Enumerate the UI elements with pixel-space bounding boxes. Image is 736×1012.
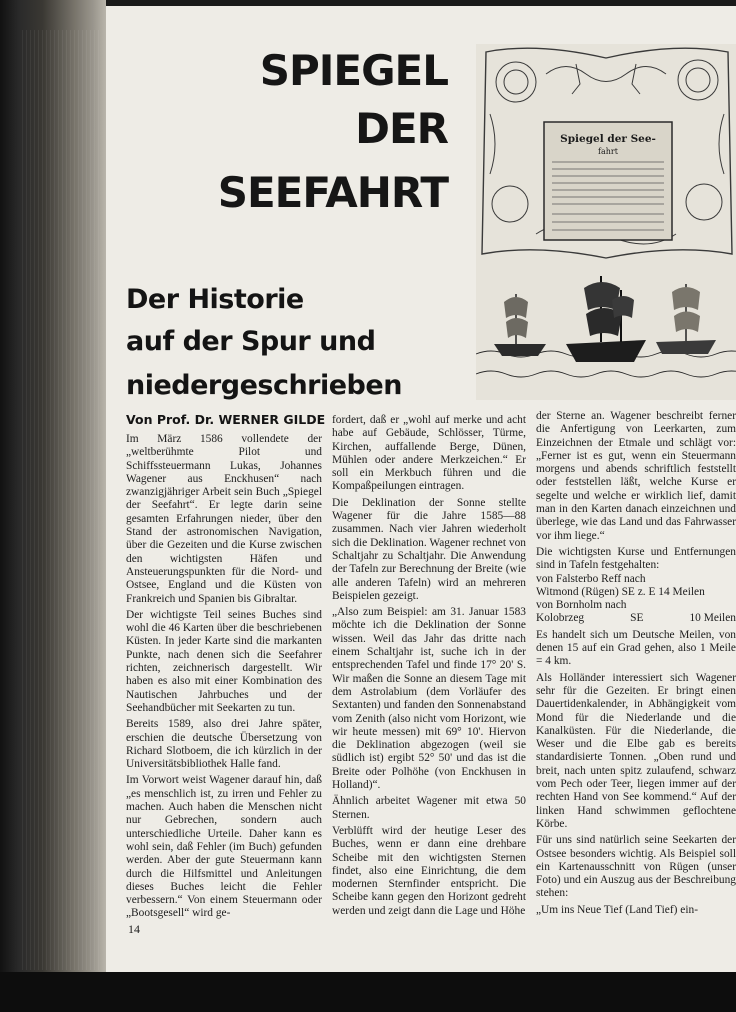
paragraph: Bereits 1589, also drei Jahre später, erschien die deutsche Übersetzung von Richard Slotboem, die ich kürzlich in der Universitätsbibliothek Halle fand. xyxy=(126,718,322,771)
subtitle-line-2: auf der Spur und xyxy=(126,326,376,357)
page-edges xyxy=(22,30,102,970)
paragraph: Im März 1586 vollendete der „weltberühmte Pilot und Schiffssteuermann Lukas, Johannes Wagener aus Enckhusen“ nach zwanzigjähriger Arbeit sein Buch „Spiegel der Seefahrt“. Er legte darin seine gesamten Erfahrungen nieder, über den Stand der astronomischen Navigation, über die Gezeiten und die Kurse zwischen den wichtigsten Häfen und Ansteuerungspunkten für die Nord- und Ostsee, England und die Küsten von Frankreich und Spanien bis Gibraltar. xyxy=(126,433,322,605)
magazine-page xyxy=(106,6,736,972)
article-column-1 xyxy=(126,433,322,924)
paragraph: Es handelt sich um Deutsche Meilen, von denen 15 auf ein Grad gehen, also 1 Meile = 4 km. xyxy=(536,628,736,668)
paragraph: Im Vorwort weist Wagener darauf hin, daß „es menschlich ist, zu irren und Fehler zu machen. Auch haben die Menschen nicht nur Gebrechen, sondern auch unterschiedliche Urteile. Daher kann es wohl sein, daß Fehler (im Buch) gefunden werden. Aber der gute Steuermann kann durch die Hilfsmittel und Anleitungen dieses Buches leicht die Fehler verbessern.“ Von einem Steuermann oder „Bootsgesell“ wird ge- xyxy=(126,774,322,920)
article-column-2 xyxy=(332,414,526,921)
title-line-3: SEEFAHRT xyxy=(217,168,448,217)
paragraph: „Also zum Beispiel: am 31. Januar 1583 möchte ich die Deklination der Sonne wissen. Weil das Jahr das dritte nach einem Schaltjahr ist, suche ich in der entsprechenden Tafel und finde 17° 20' S. Wir maßen die Sonne an diesem Tage mit dem Astrolabium (dem Vorläufer des Sextanten) und fanden den Sonnenabstand vom Zenith (also nicht vom Horizont, wie wir heute messen) mit 69° 10'. Hiervon die Deklination abgezogen (weil sie südlich ist) ergibt 52° 50' und das ist die Breite oder Polhöhe (von Enckhusen in Holland)“. xyxy=(332,606,526,792)
historical-engraving xyxy=(476,44,736,400)
paragraph: Die Deklination der Sonne stellte Wagener für die Jahre 1585—88 zusammen. Nach vier Jahren wiederholt sich die Deklination. Wagener rechnet von Schaltjahr zu Schaltjahr. Die Anwendung der Tafeln zur Berechnung der Breite (wie alle anderen Tafeln) wird an mehreren Beispielen gezeigt. xyxy=(332,496,526,602)
route-line: Witmond (Rügen) SE z. E 14 Meilen xyxy=(536,585,705,598)
route-line: von Falsterbo Reff nach xyxy=(536,572,646,585)
subtitle-line-3: niedergeschrieben xyxy=(126,370,402,401)
book-spine xyxy=(0,0,106,1012)
paragraph: fordert, daß er „wohl auf merke und acht habe auf Gebäude, Schlösser, Türme, Kirchen, auffallende Berge, Dünen, Mühlen oder andere Merkzeichen.“ Er soll ein Merkbuch führen und die Kompaßpeilungen eintragen. xyxy=(332,414,526,493)
cartouche-subtitle: fahrt xyxy=(598,147,618,156)
paragraph: Für uns sind natürlich seine Seekarten der Ostsee besonders wichtig. Als Beispiel soll ein Kartenausschnitt von Rügen (unser Foto) und ein Auszug aus der Beschreibung stehen: xyxy=(536,834,736,900)
page-number: 14 xyxy=(128,922,140,936)
paragraph: Als Holländer interessiert sich Wagener sehr für die Gezeiten. Er bringt einen Dauertidenkalender, in Abhängigkeit vom Mond für die Niederlande und die Kanalküsten. Für die Niederlande, die Weser und die Elbe gab es bereits standardisierte Tonnen. „Oben rund und breit, nach unten spitz zulaufend, schwarz vom Pech oder Teer, liegen immer auf der rechten Hand von See kommend.“ Auf der linken Hand schwimmen geflochtene Körbe. xyxy=(536,671,736,830)
route-distance: 10 Meilen xyxy=(689,612,736,625)
title-line-2: DER xyxy=(355,104,448,153)
paragraph: „Um ins Neue Tief (Land Tief) ein- xyxy=(536,903,698,916)
author-byline: Von Prof. Dr. WERNER GILDE xyxy=(126,412,326,427)
route-table xyxy=(536,573,736,626)
cartouche-title: Spiegel der See- xyxy=(560,133,656,145)
paragraph: Ähnlich arbeitet Wagener mit etwa 50 Sternen. xyxy=(332,795,526,821)
route-place: Kolobrzeg xyxy=(536,612,585,625)
article-column-3 xyxy=(536,410,736,920)
paragraph: Die wichtigsten Kurse und Entfernungen sind in Tafeln festgehalten: xyxy=(536,545,736,572)
route-line: von Bornholm nach xyxy=(536,599,627,612)
paragraph: Verblüfft wird der heutige Leser des Buches, wenn er dann eine drehbare Scheibe mit den wichtigsten Sternen findet, also eine Einrichtung, die dem modernen Sternfinder entspricht. Die Scheibe kann gegen den Horizont gedreht werden und zeigt dann die Lage und Höhe xyxy=(332,824,526,917)
route-row xyxy=(536,612,736,625)
title-line-1: SPIEGEL xyxy=(259,46,448,95)
route-direction: SE xyxy=(630,612,644,625)
paragraph: Der wichtigste Teil seines Buches sind wohl die 46 Karten über die beschriebenen Küsten. In jeder Karte sind die markanten Punkte, nach denen sich die Seefahrer richten, zeichnerisch dargestellt. Wir haben es also mit einer Kombination des Nautischen Jahrbuches und der Seehandbücher mit Seekarten zu tun. xyxy=(126,608,322,714)
background-edge xyxy=(0,972,736,1012)
paragraph: der Sterne an. Wagener beschreibt ferner die Anfertigung von Leerkarten, zum Einzeichnen der Etmale und schlägt vor: „Ferner ist es gut, wenn ein Steuermann morgens und abends schriftlich feststellt oder feststellen läßt, welche Kurse er segelte und welche er wirklich lief, damit man in den Karten danach einzeichnen und überlege, wie das Land und das Fahrwasser vor ihm liege.“ xyxy=(536,410,736,542)
subtitle-line-1: Der Historie xyxy=(126,284,304,315)
